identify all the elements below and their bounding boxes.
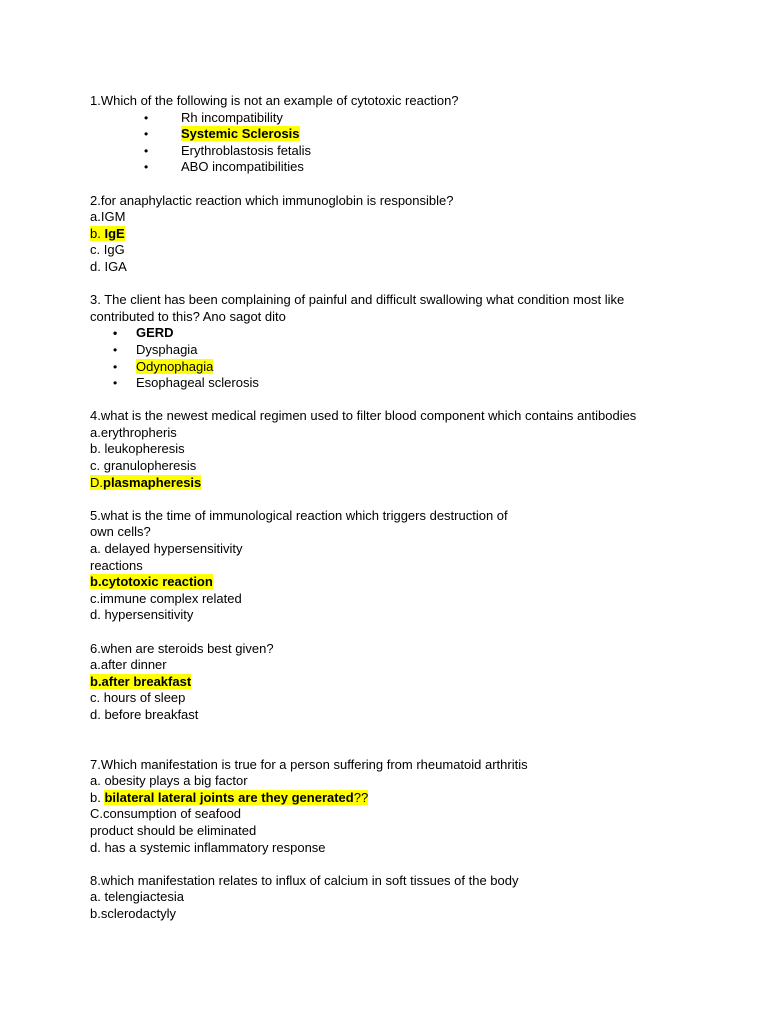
q2-option-a: a.IGM — [90, 209, 126, 225]
q6-option-a: a.after dinner — [90, 657, 167, 673]
q3-option-2: • Dysphagia — [90, 342, 690, 359]
q8-option-a: a. telengiactesia — [90, 889, 184, 905]
q2-question: 2.for anaphylactic reaction which immunoglobin is responsible? — [90, 192, 454, 208]
q5-option-b-answer: b.cytotoxic reaction — [90, 574, 213, 590]
q4-option-d-answer: D.plasmapheresis — [90, 474, 202, 490]
q1-option-4: • ABO incompatibilities — [90, 159, 690, 176]
q7-option-a: a. obesity plays a big factor — [90, 773, 248, 789]
q5-option-a-line2: reactions — [90, 557, 143, 573]
q7-question: 7.Which manifestation is true for a person suffering from rheumatoid arthritis — [90, 756, 528, 772]
q7-option-d: d. has a systemic inflammatory response — [90, 839, 326, 855]
q6-option-b-answer: b.after breakfast — [90, 673, 192, 689]
q3-option-1: • GERD — [90, 325, 690, 342]
q4-question: 4.what is the newest medical regimen used to filter blood component which contains antibodies — [90, 408, 637, 424]
q6-question: 6.when are steroids best given? — [90, 640, 274, 656]
q3-question-line2: contributed to this? Ano sagot dito — [90, 308, 286, 324]
q1-option-2-answer: • Systemic Sclerosis — [90, 126, 690, 143]
q2-option-d: d. IGA — [90, 258, 127, 274]
q1-option-1: • Rh incompatibility — [90, 110, 690, 127]
q6-option-c: c. hours of sleep — [90, 690, 186, 706]
q2-option-b-answer: b. IgE — [90, 225, 125, 241]
q4-option-c: c. granulopheresis — [90, 458, 197, 474]
q4-option-a: a.erythropheris — [90, 424, 177, 440]
q8-question: 8.which manifestation relates to influx of calcium in soft tissues of the body — [90, 872, 519, 888]
q4-option-b: b. leukopheresis — [90, 441, 185, 457]
q1-option-3: • Erythroblastosis fetalis — [90, 143, 690, 160]
q6-option-d: d. before breakfast — [90, 706, 199, 722]
q8-option-b: b.sclerodactyly — [90, 905, 176, 921]
q7-option-c-line1: C.consumption of seafood — [90, 806, 242, 822]
q5-question-line2: own cells? — [90, 524, 151, 540]
quiz-document — [90, 93, 690, 923]
q3-question-line1: 3. The client has been complaining of painful and difficult swallowing what condition most like — [90, 292, 625, 308]
q3-option-3-answer: • Odynophagia — [90, 359, 690, 376]
q7-option-b-answer: b. bilateral lateral joints are they generated?? — [90, 789, 369, 805]
q5-question-line1: 5.what is the time of immunological reaction which triggers destruction of — [90, 507, 508, 523]
q2-option-c: c. IgG — [90, 242, 125, 258]
q5-option-d: d. hypersensitivity — [90, 607, 194, 623]
q5-option-a-line1: a. delayed hypersensitivity — [90, 541, 243, 557]
q5-option-c: c.immune complex related — [90, 590, 242, 606]
q7-option-c-line2: product should be eliminated — [90, 822, 257, 838]
q3-option-4: • Esophageal sclerosis — [90, 375, 690, 392]
q1-question: 1.Which of the following is not an example of cytotoxic reaction? — [90, 93, 459, 108]
